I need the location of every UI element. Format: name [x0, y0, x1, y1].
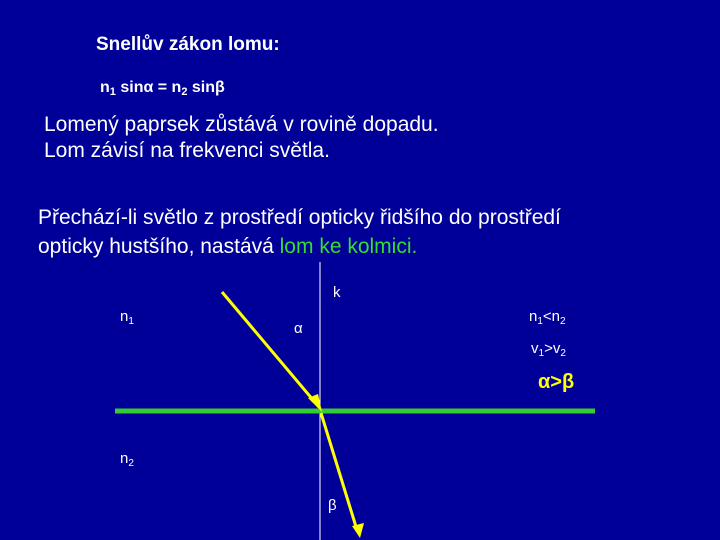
- statement-frequency: Lom závisí na frekvenci světla.: [44, 139, 330, 162]
- formula-n1-sub: 1: [109, 86, 116, 98]
- index-relation-op: <n: [542, 308, 561, 325]
- medium1-label: [120, 308, 134, 327]
- index-relation-a-sub: 1: [537, 316, 543, 327]
- alpha-label: α: [294, 320, 303, 337]
- speed-relation-a: v: [531, 340, 539, 357]
- statement-plane: Lomený paprsek zůstává v rovině dopadu.: [44, 113, 439, 136]
- formula-sin-alpha: sinα = n: [115, 79, 182, 96]
- medium1-letter: n: [120, 308, 129, 325]
- medium2-sub: 2: [128, 458, 134, 469]
- medium2-letter: n: [120, 450, 129, 467]
- incident-ray: [222, 292, 319, 407]
- normal-label: k: [333, 284, 341, 301]
- formula-n1: n: [100, 79, 110, 96]
- formula-n2-sub: 2: [181, 86, 188, 98]
- speed-relation-b-sub: 2: [560, 348, 566, 359]
- slide-title: Snellův zákon lomu:: [96, 34, 280, 55]
- index-relation-b-sub: 2: [560, 316, 566, 327]
- speed-relation-op: >v: [544, 340, 561, 357]
- speed-relation: [531, 340, 566, 359]
- medium2-label: [120, 450, 134, 469]
- refracted-arrowhead: [352, 523, 364, 538]
- rule-highlight: lom ke kolmici.: [279, 235, 418, 258]
- formula-sin-beta: sinβ: [187, 79, 225, 96]
- index-relation: [529, 308, 566, 327]
- medium1-sub: 1: [128, 316, 134, 327]
- index-relation-a: n: [529, 308, 538, 325]
- refracted-ray: [321, 413, 357, 530]
- beta-label: β: [328, 497, 337, 514]
- speed-relation-a-sub: 1: [538, 348, 545, 359]
- rule-text: Přechází-li světlo z prostředí opticky řidšího do prostředí opticky hustšího, nastává: [38, 206, 561, 258]
- angle-relation: α>β: [538, 371, 575, 393]
